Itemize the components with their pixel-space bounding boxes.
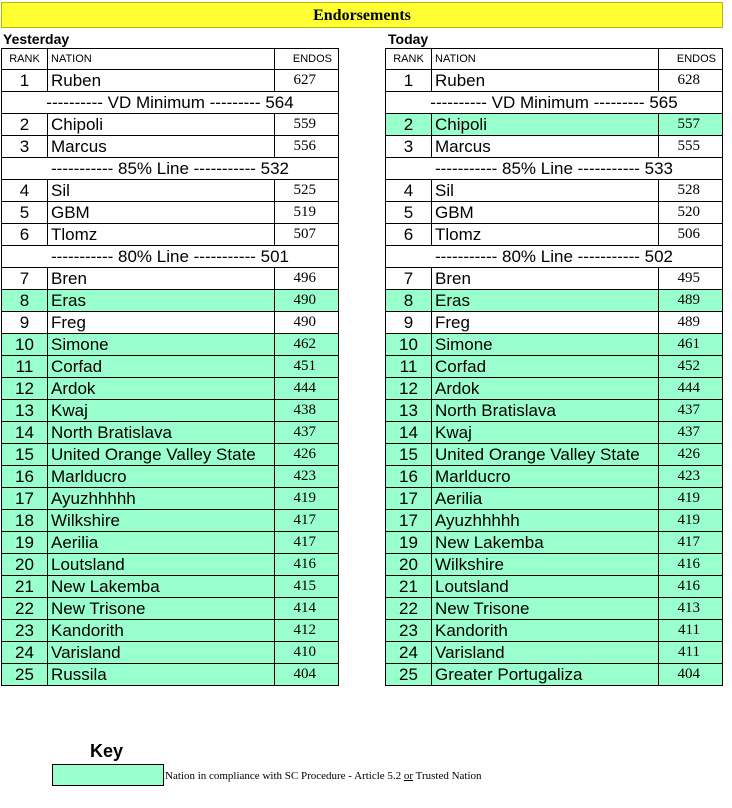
endos-cell: 423	[659, 466, 723, 488]
table-row	[386, 114, 723, 136]
nation-cell: Loutsland	[48, 554, 275, 576]
nation-cell: Simone	[432, 334, 659, 356]
rank-header: RANK	[2, 49, 48, 70]
nation-cell: Ayuzhhhhh	[432, 510, 659, 532]
endos-cell: 451	[275, 356, 339, 378]
nation-cell: Tlomz	[48, 224, 275, 246]
endos-cell: 506	[659, 224, 723, 246]
rank-cell: 5	[386, 202, 432, 224]
table-row	[2, 620, 339, 642]
endos-cell: 417	[275, 532, 339, 554]
endos-cell: 417	[659, 532, 723, 554]
yesterday-label: Yesterday	[3, 31, 70, 47]
rank-cell: 25	[2, 664, 48, 686]
key-title: Key	[90, 741, 124, 761]
endos-cell: 495	[659, 268, 723, 290]
table-row	[2, 202, 339, 224]
endos-cell: 628	[659, 70, 723, 92]
endos-cell: 404	[659, 664, 723, 686]
nation-cell: Ardok	[432, 378, 659, 400]
endos-cell: 444	[659, 378, 723, 400]
table-row	[386, 356, 723, 378]
table-row	[386, 290, 723, 312]
table-row	[386, 620, 723, 642]
rank-cell: 21	[2, 576, 48, 598]
table-row	[386, 378, 723, 400]
endos-cell: 416	[659, 576, 723, 598]
key-text-or: or	[403, 770, 414, 782]
endos-cell: 489	[659, 312, 723, 334]
table-row	[386, 180, 723, 202]
rank-cell: 19	[2, 532, 48, 554]
nation-cell: Varisland	[48, 642, 275, 664]
rank-cell: 4	[386, 180, 432, 202]
nation-cell: Bren	[48, 268, 275, 290]
endos-cell: 413	[659, 598, 723, 620]
rank-cell: 15	[386, 444, 432, 466]
today-table	[385, 48, 723, 686]
nation-cell: Corfad	[432, 356, 659, 378]
header-row	[2, 49, 339, 70]
nation-cell: United Orange Valley State	[48, 444, 275, 466]
endos-cell: 462	[275, 334, 339, 356]
endos-cell: 520	[659, 202, 723, 224]
rank-cell: 7	[386, 268, 432, 290]
threshold-row	[2, 92, 339, 114]
threshold-label: ----------- 85% Line ----------- 533	[386, 158, 723, 180]
rank-cell: 9	[386, 312, 432, 334]
rank-cell: 11	[386, 356, 432, 378]
nation-cell: Kandorith	[432, 620, 659, 642]
rank-cell: 16	[386, 466, 432, 488]
nation-cell: GBM	[48, 202, 275, 224]
today-label: Today	[388, 31, 429, 47]
table-row	[386, 532, 723, 554]
nation-cell: New Trisone	[48, 598, 275, 620]
endos-cell: 437	[275, 422, 339, 444]
table-row	[386, 466, 723, 488]
endos-cell: 410	[275, 642, 339, 664]
endos-cell: 490	[275, 290, 339, 312]
nation-cell: United Orange Valley State	[432, 444, 659, 466]
rank-cell: 18	[2, 510, 48, 532]
table-row	[2, 400, 339, 422]
nation-cell: Bren	[432, 268, 659, 290]
table-row	[2, 554, 339, 576]
endos-cell: 437	[659, 400, 723, 422]
threshold-label: ---------- VD Minimum --------- 564	[2, 92, 339, 114]
endos-cell: 411	[659, 642, 723, 664]
nation-cell: GBM	[432, 202, 659, 224]
rank-cell: 17	[386, 488, 432, 510]
endos-cell: 555	[659, 136, 723, 158]
endos-cell: 417	[275, 510, 339, 532]
rank-cell: 7	[2, 268, 48, 290]
threshold-label: ----------- 80% Line ----------- 501	[2, 246, 339, 268]
table-row	[386, 510, 723, 532]
nation-cell: Marcus	[432, 136, 659, 158]
table-row	[2, 422, 339, 444]
table-row	[2, 268, 339, 290]
table-row	[386, 488, 723, 510]
rank-cell: 22	[386, 598, 432, 620]
rank-header: RANK	[386, 49, 432, 70]
nation-cell: Eras	[432, 290, 659, 312]
rank-cell: 16	[2, 466, 48, 488]
key-text-before: Nation in compliance with SC Procedure - Article 5.2	[165, 770, 404, 782]
rank-cell: 1	[386, 70, 432, 92]
key-text-after: Trusted Nation	[413, 770, 482, 782]
endos-header: ENDOS	[275, 49, 339, 70]
endos-cell: 423	[275, 466, 339, 488]
table-row	[2, 532, 339, 554]
table-row	[2, 444, 339, 466]
rank-cell: 12	[386, 378, 432, 400]
rank-cell: 12	[2, 378, 48, 400]
endos-cell: 489	[659, 290, 723, 312]
nation-cell: Ruben	[432, 70, 659, 92]
table-row	[2, 598, 339, 620]
threshold-row	[2, 158, 339, 180]
rank-cell: 6	[386, 224, 432, 246]
nation-cell: Marlducro	[432, 466, 659, 488]
rank-cell: 13	[2, 400, 48, 422]
endos-cell: 437	[659, 422, 723, 444]
rank-cell: 17	[386, 510, 432, 532]
nation-cell: Wilkshire	[432, 554, 659, 576]
table-row	[2, 334, 339, 356]
table-row	[2, 136, 339, 158]
rank-cell: 14	[2, 422, 48, 444]
rank-cell: 5	[2, 202, 48, 224]
table-row	[386, 554, 723, 576]
threshold-row	[386, 246, 723, 268]
rank-cell: 11	[2, 356, 48, 378]
nation-cell: Marlducro	[48, 466, 275, 488]
nation-cell: Loutsland	[432, 576, 659, 598]
table-row	[2, 378, 339, 400]
table-row	[2, 576, 339, 598]
rank-cell: 14	[386, 422, 432, 444]
threshold-label: ----------- 85% Line ----------- 532	[2, 158, 339, 180]
rank-cell: 20	[386, 554, 432, 576]
nation-cell: Sil	[432, 180, 659, 202]
rank-cell: 1	[2, 70, 48, 92]
nation-cell: Varisland	[432, 642, 659, 664]
endos-cell: 419	[659, 488, 723, 510]
table-row	[386, 400, 723, 422]
endos-cell: 404	[275, 664, 339, 686]
rank-cell: 24	[2, 642, 48, 664]
rank-cell: 22	[2, 598, 48, 620]
endos-cell: 452	[659, 356, 723, 378]
rank-cell: 4	[2, 180, 48, 202]
table-row	[386, 422, 723, 444]
nation-cell: Greater Portugaliza	[432, 664, 659, 686]
rank-cell: 3	[386, 136, 432, 158]
table-row	[386, 136, 723, 158]
page-title: Endorsements	[1, 2, 723, 28]
endos-cell: 507	[275, 224, 339, 246]
rank-cell: 9	[2, 312, 48, 334]
rank-cell: 10	[386, 334, 432, 356]
nation-cell: Chipoli	[48, 114, 275, 136]
rank-cell: 2	[2, 114, 48, 136]
nation-cell: Ayuzhhhhh	[48, 488, 275, 510]
rank-cell: 24	[386, 642, 432, 664]
endos-cell: 415	[275, 576, 339, 598]
nation-cell: New Lakemba	[48, 576, 275, 598]
nation-cell: Aerilia	[432, 488, 659, 510]
endos-cell: 444	[275, 378, 339, 400]
table-row	[2, 642, 339, 664]
endos-cell: 627	[275, 70, 339, 92]
rank-cell: 21	[386, 576, 432, 598]
rank-cell: 23	[386, 620, 432, 642]
nation-cell: New Lakemba	[432, 532, 659, 554]
endos-cell: 490	[275, 312, 339, 334]
rank-cell: 8	[386, 290, 432, 312]
endos-cell: 414	[275, 598, 339, 620]
rank-cell: 20	[2, 554, 48, 576]
rank-cell: 25	[386, 664, 432, 686]
table-row	[386, 70, 723, 92]
key-description	[165, 770, 482, 782]
rank-cell: 23	[2, 620, 48, 642]
table-row	[386, 202, 723, 224]
nation-cell: Marcus	[48, 136, 275, 158]
table-row	[2, 224, 339, 246]
nation-cell: Chipoli	[432, 114, 659, 136]
table-row	[386, 642, 723, 664]
threshold-label: ----------- 80% Line ----------- 502	[386, 246, 723, 268]
table-row	[386, 576, 723, 598]
nation-header: NATION	[432, 49, 659, 70]
nation-cell: New Trisone	[432, 598, 659, 620]
table-row	[2, 70, 339, 92]
table-row	[2, 290, 339, 312]
nation-cell: Ruben	[48, 70, 275, 92]
table-row	[386, 312, 723, 334]
nation-cell: Kandorith	[48, 620, 275, 642]
nation-cell: Ardok	[48, 378, 275, 400]
threshold-row	[2, 246, 339, 268]
nation-cell: Aerilia	[48, 532, 275, 554]
nation-cell: Kwaj	[432, 422, 659, 444]
table-row	[386, 268, 723, 290]
endos-cell: 426	[659, 444, 723, 466]
rank-cell: 19	[386, 532, 432, 554]
nation-cell: North Bratislava	[48, 422, 275, 444]
nation-header: NATION	[48, 49, 275, 70]
nation-cell: Sil	[48, 180, 275, 202]
endos-cell: 525	[275, 180, 339, 202]
endos-cell: 411	[659, 620, 723, 642]
nation-cell: Freg	[432, 312, 659, 334]
table-row	[386, 598, 723, 620]
table-row	[386, 334, 723, 356]
rank-cell: 3	[2, 136, 48, 158]
table-row	[2, 488, 339, 510]
table-row	[2, 664, 339, 686]
key-compliant-swatch	[52, 764, 164, 786]
endos-cell: 419	[275, 488, 339, 510]
endos-cell: 519	[275, 202, 339, 224]
endos-cell: 556	[275, 136, 339, 158]
nation-cell: Wilkshire	[48, 510, 275, 532]
rank-cell: 2	[386, 114, 432, 136]
nation-cell: Tlomz	[432, 224, 659, 246]
nation-cell: North Bratislava	[432, 400, 659, 422]
header-row	[386, 49, 723, 70]
endos-cell: 528	[659, 180, 723, 202]
nation-cell: Freg	[48, 312, 275, 334]
threshold-label: ---------- VD Minimum --------- 565	[386, 92, 723, 114]
endos-cell: 557	[659, 114, 723, 136]
table-row	[2, 312, 339, 334]
table-row	[386, 444, 723, 466]
table-row	[2, 356, 339, 378]
nation-cell: Simone	[48, 334, 275, 356]
table-row	[2, 114, 339, 136]
threshold-row	[386, 158, 723, 180]
table-row	[2, 180, 339, 202]
table-row	[2, 510, 339, 532]
rank-cell: 6	[2, 224, 48, 246]
endos-header: ENDOS	[659, 49, 723, 70]
nation-cell: Kwaj	[48, 400, 275, 422]
endos-cell: 419	[659, 510, 723, 532]
endos-cell: 412	[275, 620, 339, 642]
endos-cell: 559	[275, 114, 339, 136]
rank-cell: 15	[2, 444, 48, 466]
rank-cell: 17	[2, 488, 48, 510]
endos-cell: 416	[659, 554, 723, 576]
yesterday-table	[1, 48, 339, 686]
endos-cell: 496	[275, 268, 339, 290]
nation-cell: Russila	[48, 664, 275, 686]
endos-cell: 426	[275, 444, 339, 466]
rank-cell: 10	[2, 334, 48, 356]
endos-cell: 416	[275, 554, 339, 576]
nation-cell: Eras	[48, 290, 275, 312]
endos-cell: 438	[275, 400, 339, 422]
threshold-row	[386, 92, 723, 114]
table-row	[386, 224, 723, 246]
table-row	[2, 466, 339, 488]
table-row	[386, 664, 723, 686]
nation-cell: Corfad	[48, 356, 275, 378]
rank-cell: 13	[386, 400, 432, 422]
endos-cell: 461	[659, 334, 723, 356]
rank-cell: 8	[2, 290, 48, 312]
